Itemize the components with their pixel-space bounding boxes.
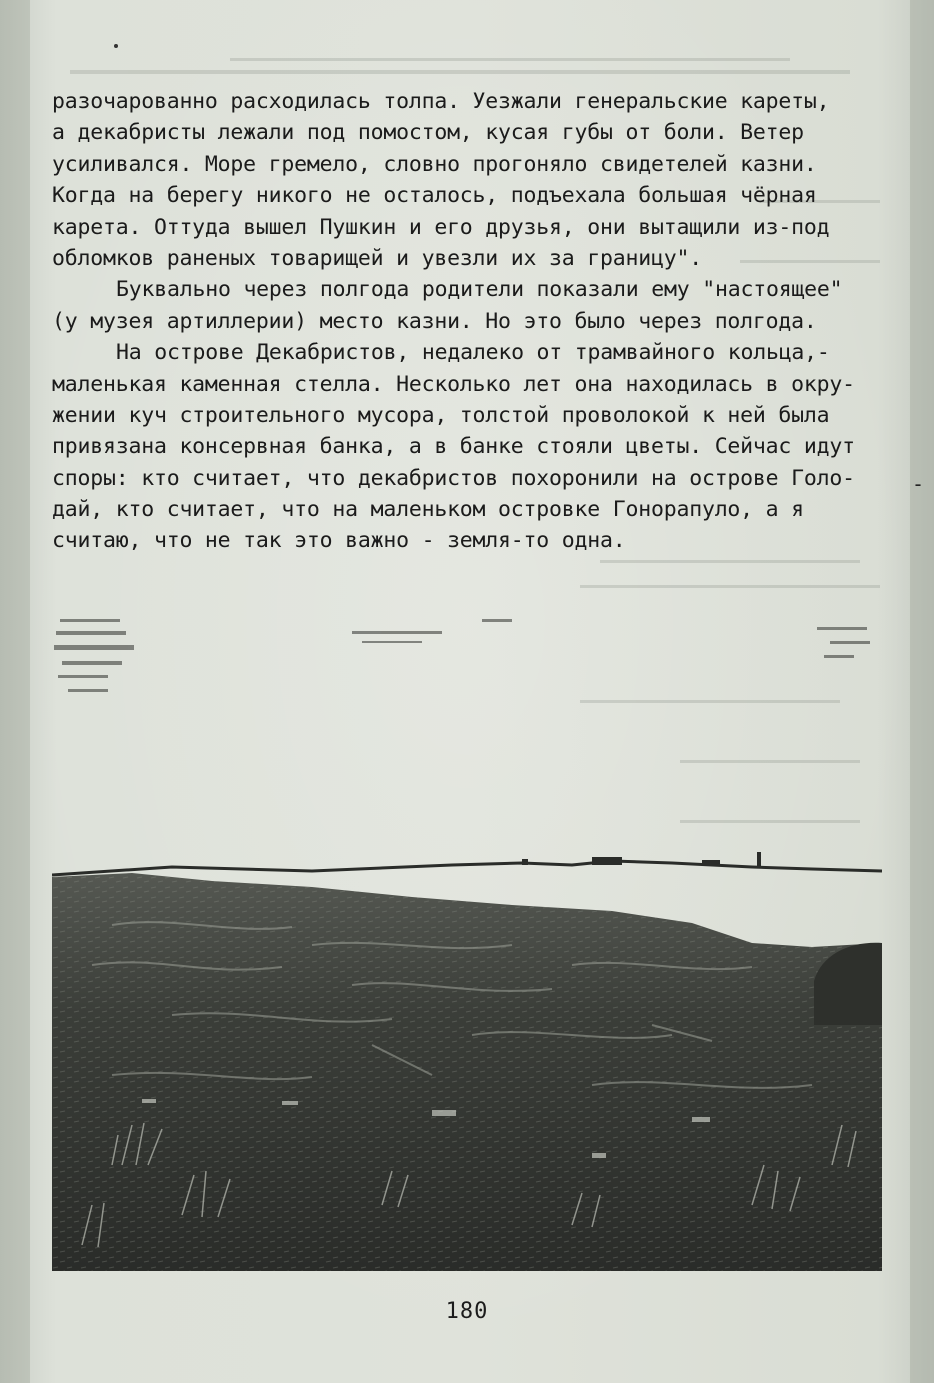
stray-ink-dot [114,44,118,48]
paragraph-start-line: Буквально через полгода родители показали ему "настоящее" [116,277,843,303]
text-line: маленькая каменная стелла. Несколько лет она находилась в окру- [52,371,855,397]
text-line: усиливался. Море гремело, словно прогоняло свидетелей казни. [52,151,817,177]
text-line: (у музея артиллерии) место казни. Но это было через полгода. [52,308,817,334]
paragraph-start-line: На острове Декабристов, недалеко от трамвайного кольца,- [116,340,830,366]
text-line: а декабристы лежали под помостом, кусая губы от боли. Ветер [52,120,804,146]
page-number: 180 [445,1299,489,1324]
margin-dash: - [912,472,925,496]
text-line: разочарованно расходилась толпа. Уезжали генеральские кареты, [52,89,830,114]
body-text [52,86,882,557]
text-line: дай, кто считает, что на маленьком островке Гонорапуло, а я [52,497,804,523]
text-line: обломков раненых товарищей и увезли их за границу". [52,245,702,271]
text-line: карета. Оттуда вышел Пушкин и его друзья, они вытащили из-под [52,214,830,240]
text-line: споры: кто считает, что декабристов похоронили на острове Голо- [52,465,855,491]
text-line: привязана консервная банка, а в банке стояли цветы. Сейчас идут [52,434,855,460]
shoreline-photograph [52,605,882,1271]
text-line: жении куч строительного мусора, толстой проволокой к ней была [52,402,830,428]
text-line: считаю, что не так это важно - земля-то одна. [52,528,626,554]
text-line: Когда на берегу никого не осталось, подъехала большая чёрная [52,183,817,209]
